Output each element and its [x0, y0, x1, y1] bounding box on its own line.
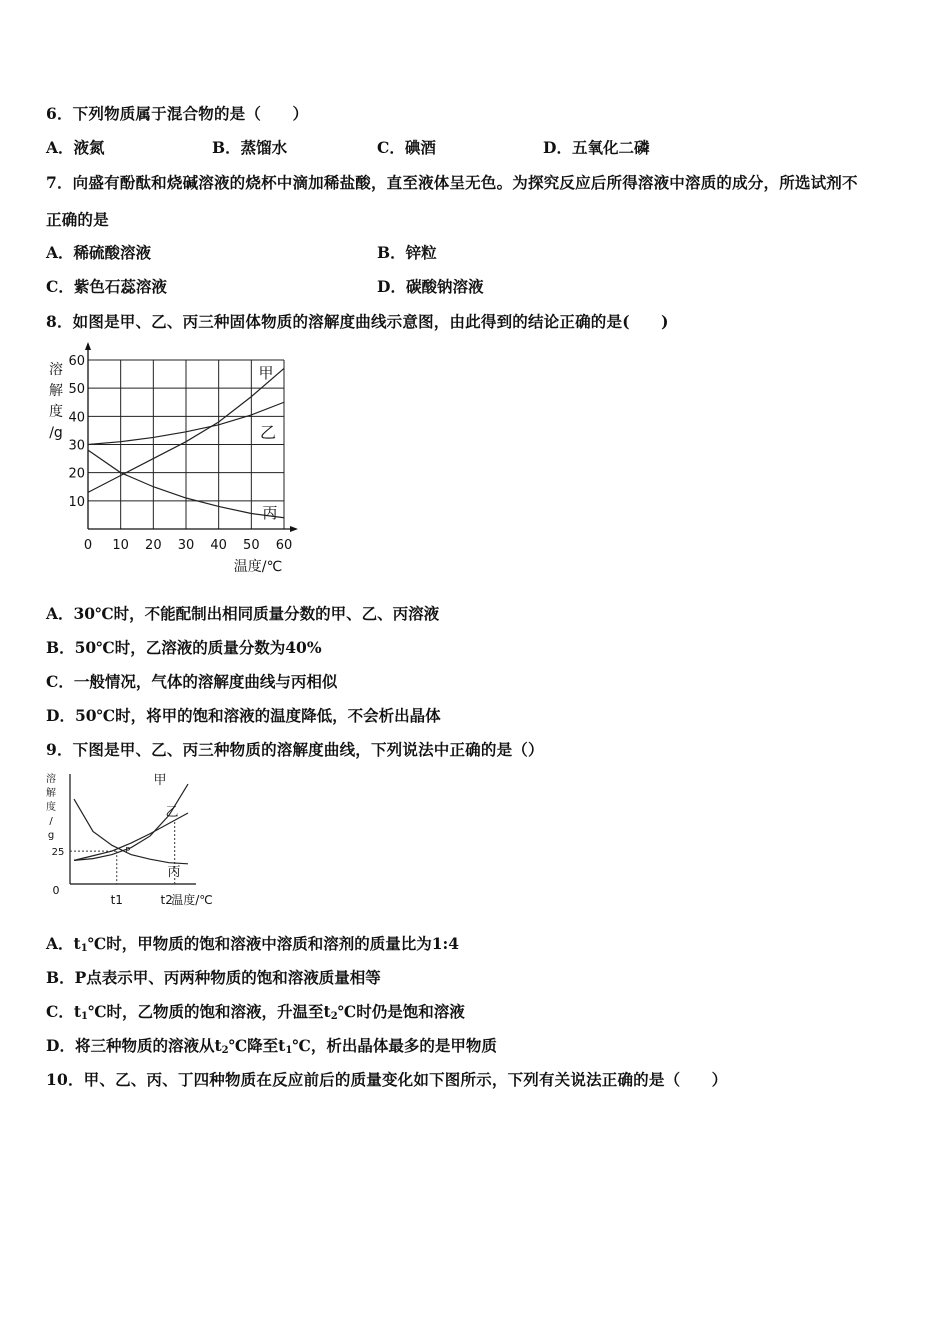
- solubility-chart-q9: [44, 772, 234, 912]
- series-label-jia: 甲: [153, 773, 167, 788]
- x-axis-arrow: [290, 526, 298, 532]
- solubility-chart-q8: [44, 338, 304, 578]
- q9-c-mid: ℃时，乙物质的饱和溶液，升温至t: [87, 1002, 331, 1021]
- series-label-yi: 乙: [259, 423, 277, 442]
- series-label-jia: 甲: [258, 364, 274, 382]
- q7-stem-line2: 正确的是: [46, 210, 109, 229]
- y-axis-label-char: 解: [46, 788, 56, 799]
- y-axis-label-char: g: [47, 830, 55, 841]
- q8-option-c: C．一般情况，气体的溶解度曲线与丙相似: [46, 672, 338, 691]
- q7-stem-line1: 7．向盛有酚酞和烧碱溶液的烧杯中滴加稀盐酸，直至液体呈无色。为探究反应后所得溶液中溶质的成分，所选试剂不: [46, 173, 858, 192]
- q9-d-sub1: 2: [221, 1045, 229, 1056]
- x-axis-label: 温度/℃: [233, 559, 283, 575]
- q7-option-b: B．锌粒: [377, 243, 437, 262]
- q6-stem: 6．下列物质属于混合物的是（ ）: [46, 104, 309, 123]
- q6-option-c: C．碘酒: [377, 138, 436, 157]
- series-label-bing: 丙: [262, 504, 278, 522]
- t1-label: t1: [110, 893, 123, 907]
- q9-d-post: ℃，析出晶体最多的是甲物质: [292, 1036, 497, 1055]
- t2-label: t2: [160, 893, 173, 907]
- series-label-yi: 乙: [165, 805, 179, 820]
- y-tick-label: 20: [68, 466, 85, 482]
- q9-a-post: ℃时，甲物质的饱和溶液中溶质和溶剂的质量比为1:4: [87, 934, 460, 953]
- chart-series: [74, 784, 188, 864]
- q10-stem: 10．甲、乙、丙、丁四种物质在反应前后的质量变化如下图所示，下列有关说法正确的是（ ）: [46, 1070, 728, 1089]
- y-tick-label: 30: [68, 438, 85, 454]
- q9-d-sub2: 1: [285, 1045, 293, 1056]
- y-tick-label: 60: [68, 354, 85, 369]
- y-axis-label-char: /: [49, 816, 53, 827]
- q9-option-d: [46, 1034, 497, 1056]
- y-axis-label-char: 度: [49, 404, 63, 420]
- q8-option-a: A．30℃时，不能配制出相同质量分数的甲、乙、丙溶液: [46, 604, 440, 623]
- q6-option-a: A．液氮: [46, 138, 105, 157]
- y-tick-label: 40: [68, 410, 85, 426]
- q9-c-sub2: 2: [330, 1011, 338, 1022]
- y-axis-label-char: 解: [49, 383, 63, 399]
- y-axis-label-char: /g: [49, 425, 63, 441]
- q9-c-sub1: 1: [81, 1011, 88, 1022]
- q7-option-c: C．紫色石蕊溶液: [46, 277, 167, 296]
- q8-option-d: D．50℃时，将甲的饱和溶液的温度降低，不会析出晶体: [46, 706, 441, 725]
- chart-labels: [49, 354, 292, 575]
- point-p-label: P: [125, 846, 131, 856]
- y-marked-label: 25: [51, 847, 65, 859]
- q9-a-sub: 1: [80, 943, 88, 954]
- y-tick-label: 10: [68, 494, 85, 510]
- x-tick-label: 0: [83, 538, 93, 553]
- x-tick-label: 60: [275, 538, 293, 553]
- y-tick-label: 50: [68, 382, 85, 398]
- y-axis-arrow: [85, 342, 91, 350]
- q7-option-d: D．碳酸钠溶液: [377, 277, 484, 296]
- y-axis-label-char: 溶: [46, 774, 56, 785]
- x-tick-label: 50: [243, 538, 260, 553]
- series-line-乙: [74, 813, 188, 860]
- series-label-bing: 丙: [167, 865, 181, 880]
- q6-option-d: D．五氧化二磷: [543, 138, 650, 157]
- q9-a-pre: A．t: [46, 934, 81, 953]
- q8-option-b: B．50℃时，乙溶液的质量分数为40%: [46, 638, 322, 657]
- q9-c-post: ℃时仍是饱和溶液: [337, 1002, 465, 1021]
- origin-label: 0: [52, 884, 60, 897]
- y-axis-label-char: 溶: [49, 362, 63, 378]
- y-axis-label-char: 度: [46, 802, 56, 813]
- x-tick-label: 40: [210, 538, 227, 553]
- q9-option-a: [46, 932, 459, 954]
- chart-grid: [88, 360, 284, 529]
- q6-option-b: B．蒸馏水: [212, 138, 288, 157]
- x-tick-label: 30: [177, 538, 195, 553]
- x-axis-label: 温度/℃: [171, 893, 213, 907]
- x-tick-label: 10: [112, 538, 129, 553]
- q9-d-pre: D．将三种物质的溶液从t: [46, 1036, 222, 1055]
- q9-option-b: B．P点表示甲、丙两种物质的饱和溶液质量相等: [46, 968, 381, 987]
- q7-option-a: A．稀硫酸溶液: [46, 243, 152, 262]
- x-tick-label: 20: [145, 538, 162, 553]
- q9-stem: 9．下图是甲、乙、丙三种物质的溶解度曲线，下列说法中正确的是（）: [46, 740, 544, 759]
- q9-d-mid: ℃降至t: [228, 1036, 286, 1055]
- chart-labels: [46, 772, 213, 907]
- q9-option-c: [46, 1000, 465, 1022]
- q9-c-pre: C．t: [46, 1002, 81, 1021]
- q8-stem: 8．如图是甲、乙、丙三种固体物质的溶解度曲线示意图，由此得到的结论正确的是( ): [46, 312, 669, 331]
